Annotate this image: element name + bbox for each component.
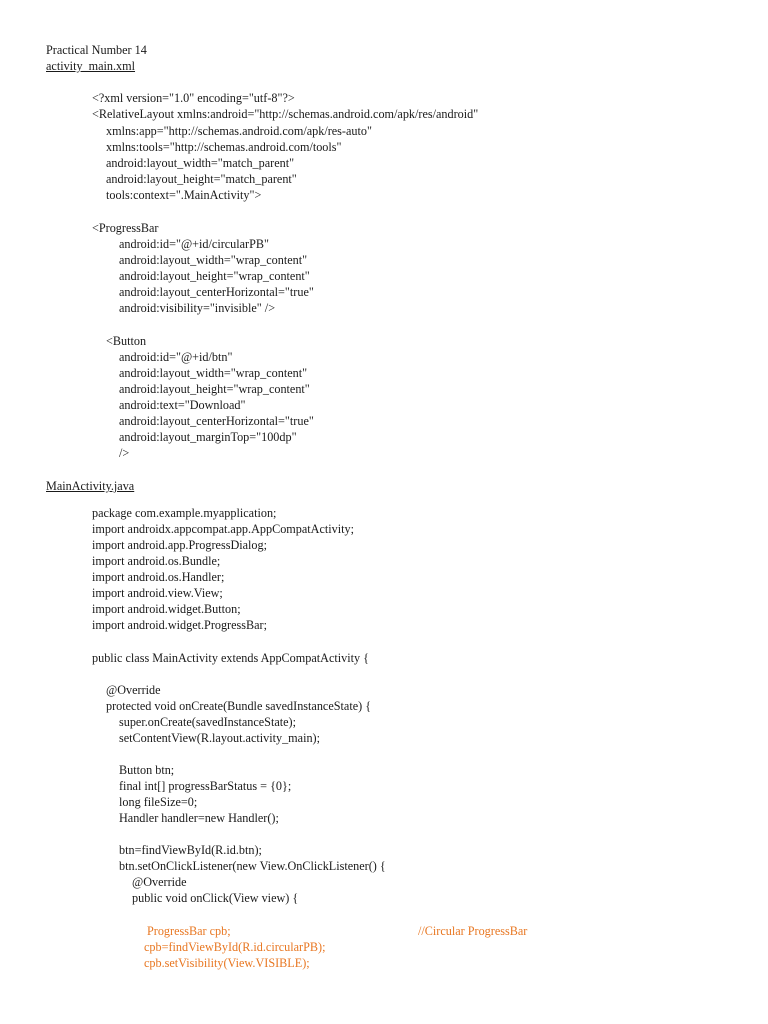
code-line: /> (119, 446, 130, 460)
code-line: android:layout_width="wrap_content" (119, 366, 308, 380)
code-line: protected void onCreate(Bundle savedInstanceState) { (106, 699, 372, 713)
code-line: Button btn; (119, 763, 175, 777)
code-line: android:id="@+id/btn" (119, 350, 233, 364)
code-line: import androidx.appcompat.app.AppCompatActivity; (92, 522, 354, 536)
document-title: Practical Number 14 (46, 43, 147, 57)
code-line: xmlns:tools="http://schemas.android.com/tools" (106, 140, 342, 154)
code-line: import android.app.ProgressDialog; (92, 538, 267, 552)
code-line-highlighted: ProgressBar cpb; (147, 924, 231, 938)
code-line: android:id="@+id/circularPB" (119, 237, 269, 251)
code-line: setContentView(R.layout.activity_main); (119, 731, 320, 745)
code-line: import android.view.View; (92, 586, 223, 600)
code-line: android:layout_marginTop="100dp" (119, 430, 297, 444)
code-line: <?xml version="1.0" encoding="utf-8"?> (92, 91, 295, 105)
code-line: super.onCreate(savedInstanceState); (119, 715, 296, 729)
code-line: btn=findViewById(R.id.btn); (119, 843, 262, 857)
code-line: android:layout_height="wrap_content" (119, 269, 310, 283)
code-line: @Override (132, 875, 187, 889)
code-line: import android.os.Handler; (92, 570, 225, 584)
code-line: <Button (106, 334, 147, 348)
code-line: package com.example.myapplication; (92, 506, 277, 520)
code-line: android:layout_height="wrap_content" (119, 382, 310, 396)
code-line: public void onClick(View view) { (132, 891, 299, 905)
code-line: import android.widget.Button; (92, 602, 241, 616)
code-line: btn.setOnClickListener(new View.OnClickListener() { (119, 859, 386, 873)
code-line: xmlns:app="http://schemas.android.com/apk/res-auto" (106, 124, 372, 138)
code-line: android:layout_centerHorizontal="true" (119, 414, 314, 428)
code-line: <ProgressBar (92, 221, 159, 235)
code-line-highlighted: cpb.setVisibility(View.VISIBLE); (144, 956, 310, 970)
code-line: final int[] progressBarStatus = {0}; (119, 779, 292, 793)
code-line: android:layout_centerHorizontal="true" (119, 285, 314, 299)
code-line: android:text="Download" (119, 398, 246, 412)
code-line: tools:context=".MainActivity"> (106, 188, 262, 202)
code-line: android:layout_width="match_parent" (106, 156, 295, 170)
code-line: android:layout_width="wrap_content" (119, 253, 308, 267)
code-line: <RelativeLayout xmlns:android="http://schemas.android.com/apk/res/android" (92, 107, 479, 121)
code-line: import android.os.Bundle; (92, 554, 221, 568)
code-line: android:layout_height="match_parent" (106, 172, 297, 186)
code-line: android:visibility="invisible" /> (119, 301, 276, 315)
code-line: long fileSize=0; (119, 795, 198, 809)
code-line: import android.widget.ProgressBar; (92, 618, 267, 632)
code-line: public class MainActivity extends AppCompatActivity { (92, 651, 369, 665)
code-line: Handler handler=new Handler(); (119, 811, 279, 825)
xml-filename-heading: activity_main.xml (46, 59, 136, 73)
code-comment-highlighted: //Circular ProgressBar (418, 924, 528, 938)
java-filename-heading: MainActivity.java (46, 479, 135, 493)
code-line: @Override (106, 683, 161, 697)
code-line-highlighted: cpb=findViewById(R.id.circularPB); (144, 940, 326, 954)
